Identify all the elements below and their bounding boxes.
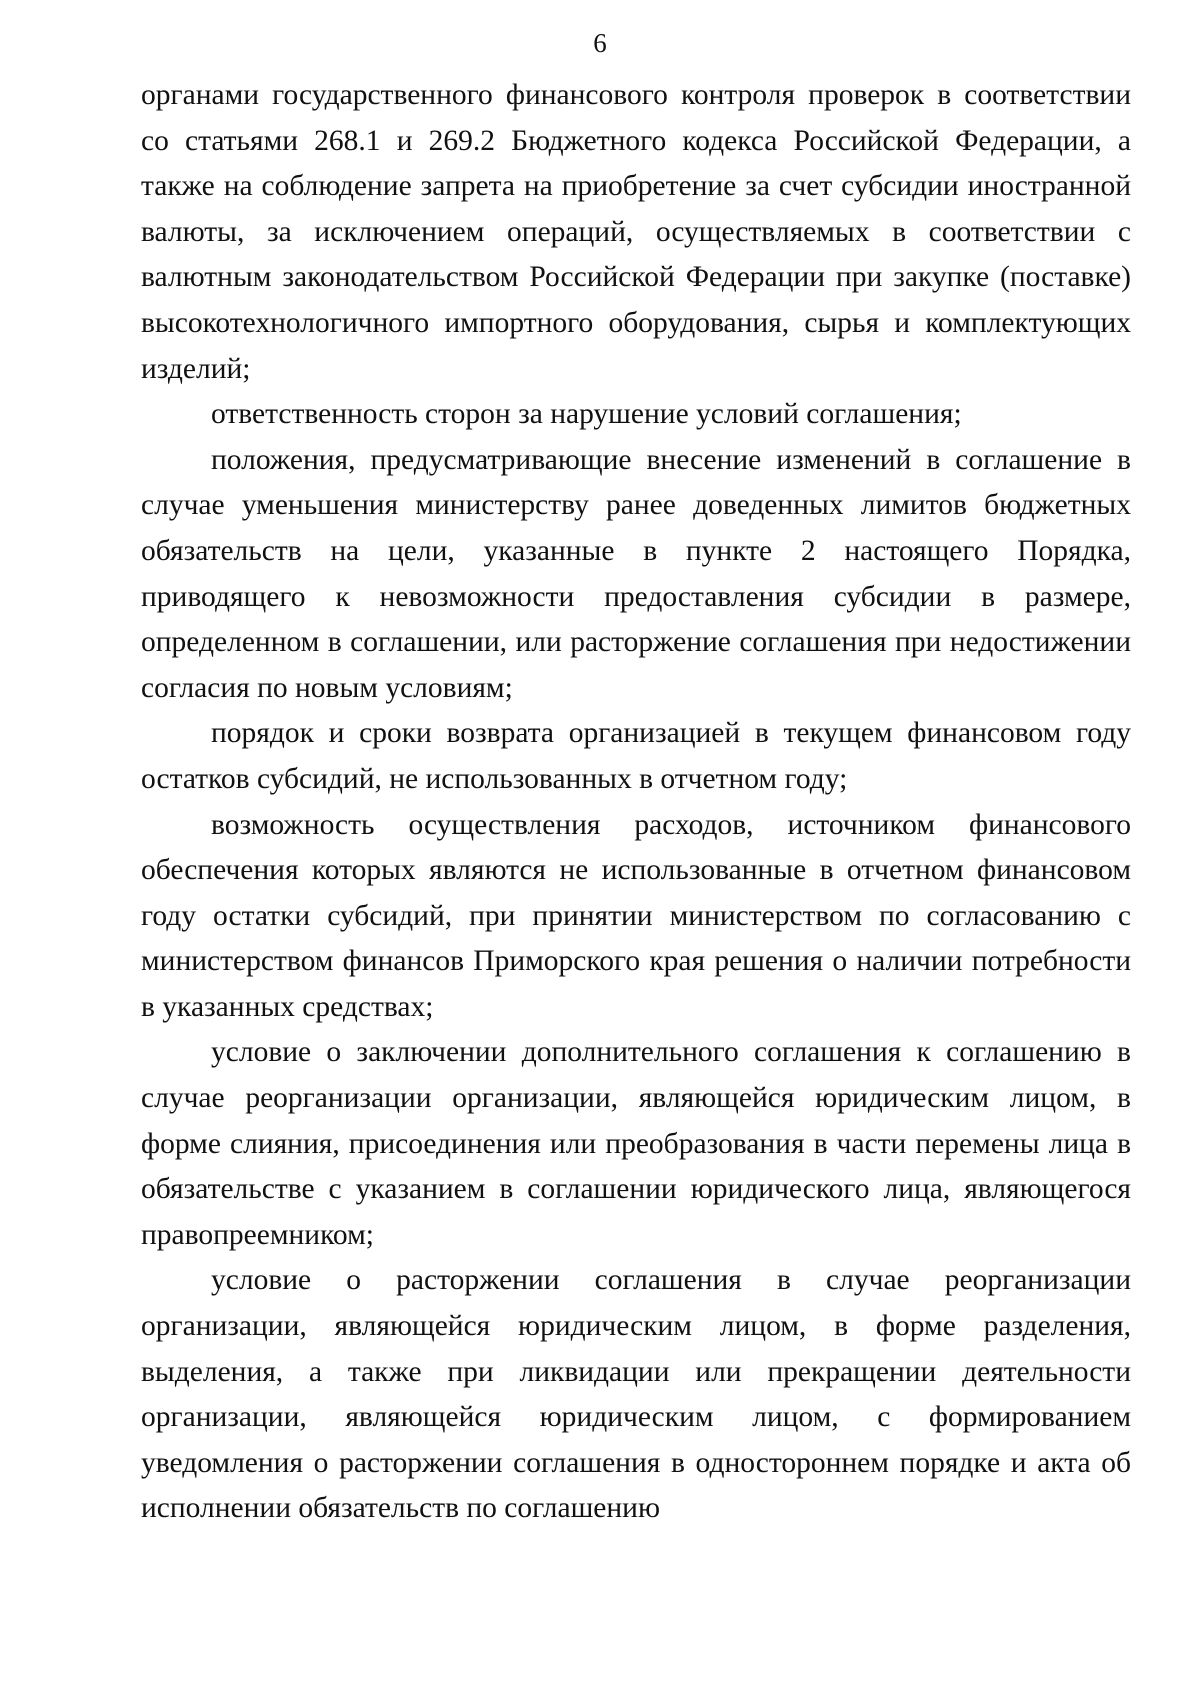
paragraph-3: положения, предусматривающие внесение изменений в соглашение в случае уменьшения министерству ранее доведенных лимитов бюджетных обязательств на цели, указанные в пункте 2 настоящего Порядка, приводящего к невозможности предоставления субсидии в размере, определенном в соглашении, или расторжение соглашения при недостижении согласия по новым условиям; bbox=[141, 443, 1131, 704]
paragraph-7: условие о расторжении соглашения в случае реорганизации организации, являющейся юридическим лицом, в форме разделения, выделения, а также при ликвидации или прекращении деятельности организации, являющейся юридическим лицом, с формированием уведомления о расторжении соглашения в одностороннем порядке и акта об исполнении обязательств по соглашению bbox=[141, 1264, 1131, 1525]
document-body bbox=[141, 73, 1131, 1532]
paragraph-4: порядок и сроки возврата организацией в текущем финансовом году остатков субсидий, не использованных в отчетном году; bbox=[141, 717, 1131, 795]
page-number: 6 bbox=[593, 28, 607, 58]
paragraph-5: возможность осуществления расходов, источником финансового обеспечения которых являются не использованные в отчетном финансовом году остатки субсидий, при принятии министерством по согласованию с министерством финансов Приморского края решения о наличии потребности в указанных средствах; bbox=[141, 808, 1131, 1023]
paragraph-2: ответственность сторон за нарушение условий соглашения; bbox=[211, 398, 962, 431]
paragraph-1: органами государственного финансового контроля проверок в соответствии со статьями 268.1 и 269.2 Бюджетного кодекса Российской Федерации, а также на соблюдение запрета на приобретение за счет субсидии иностранной валюты, за исключением операций, осуществляемых в соответствии с валютным законодательством Российской Федерации при закупке (поставке) высокотехнологичного импортного оборудования, сырья и комплектующих изделий; bbox=[141, 79, 1131, 385]
paragraph-6: условие о заключении дополнительного соглашения к соглашению в случае реорганизации организации, являющейся юридическим лицом, в форме слияния, присоединения или преобразования в части перемены лица в обязательстве с указанием в соглашении юридического лица, являющегося правопреемником; bbox=[141, 1036, 1131, 1251]
